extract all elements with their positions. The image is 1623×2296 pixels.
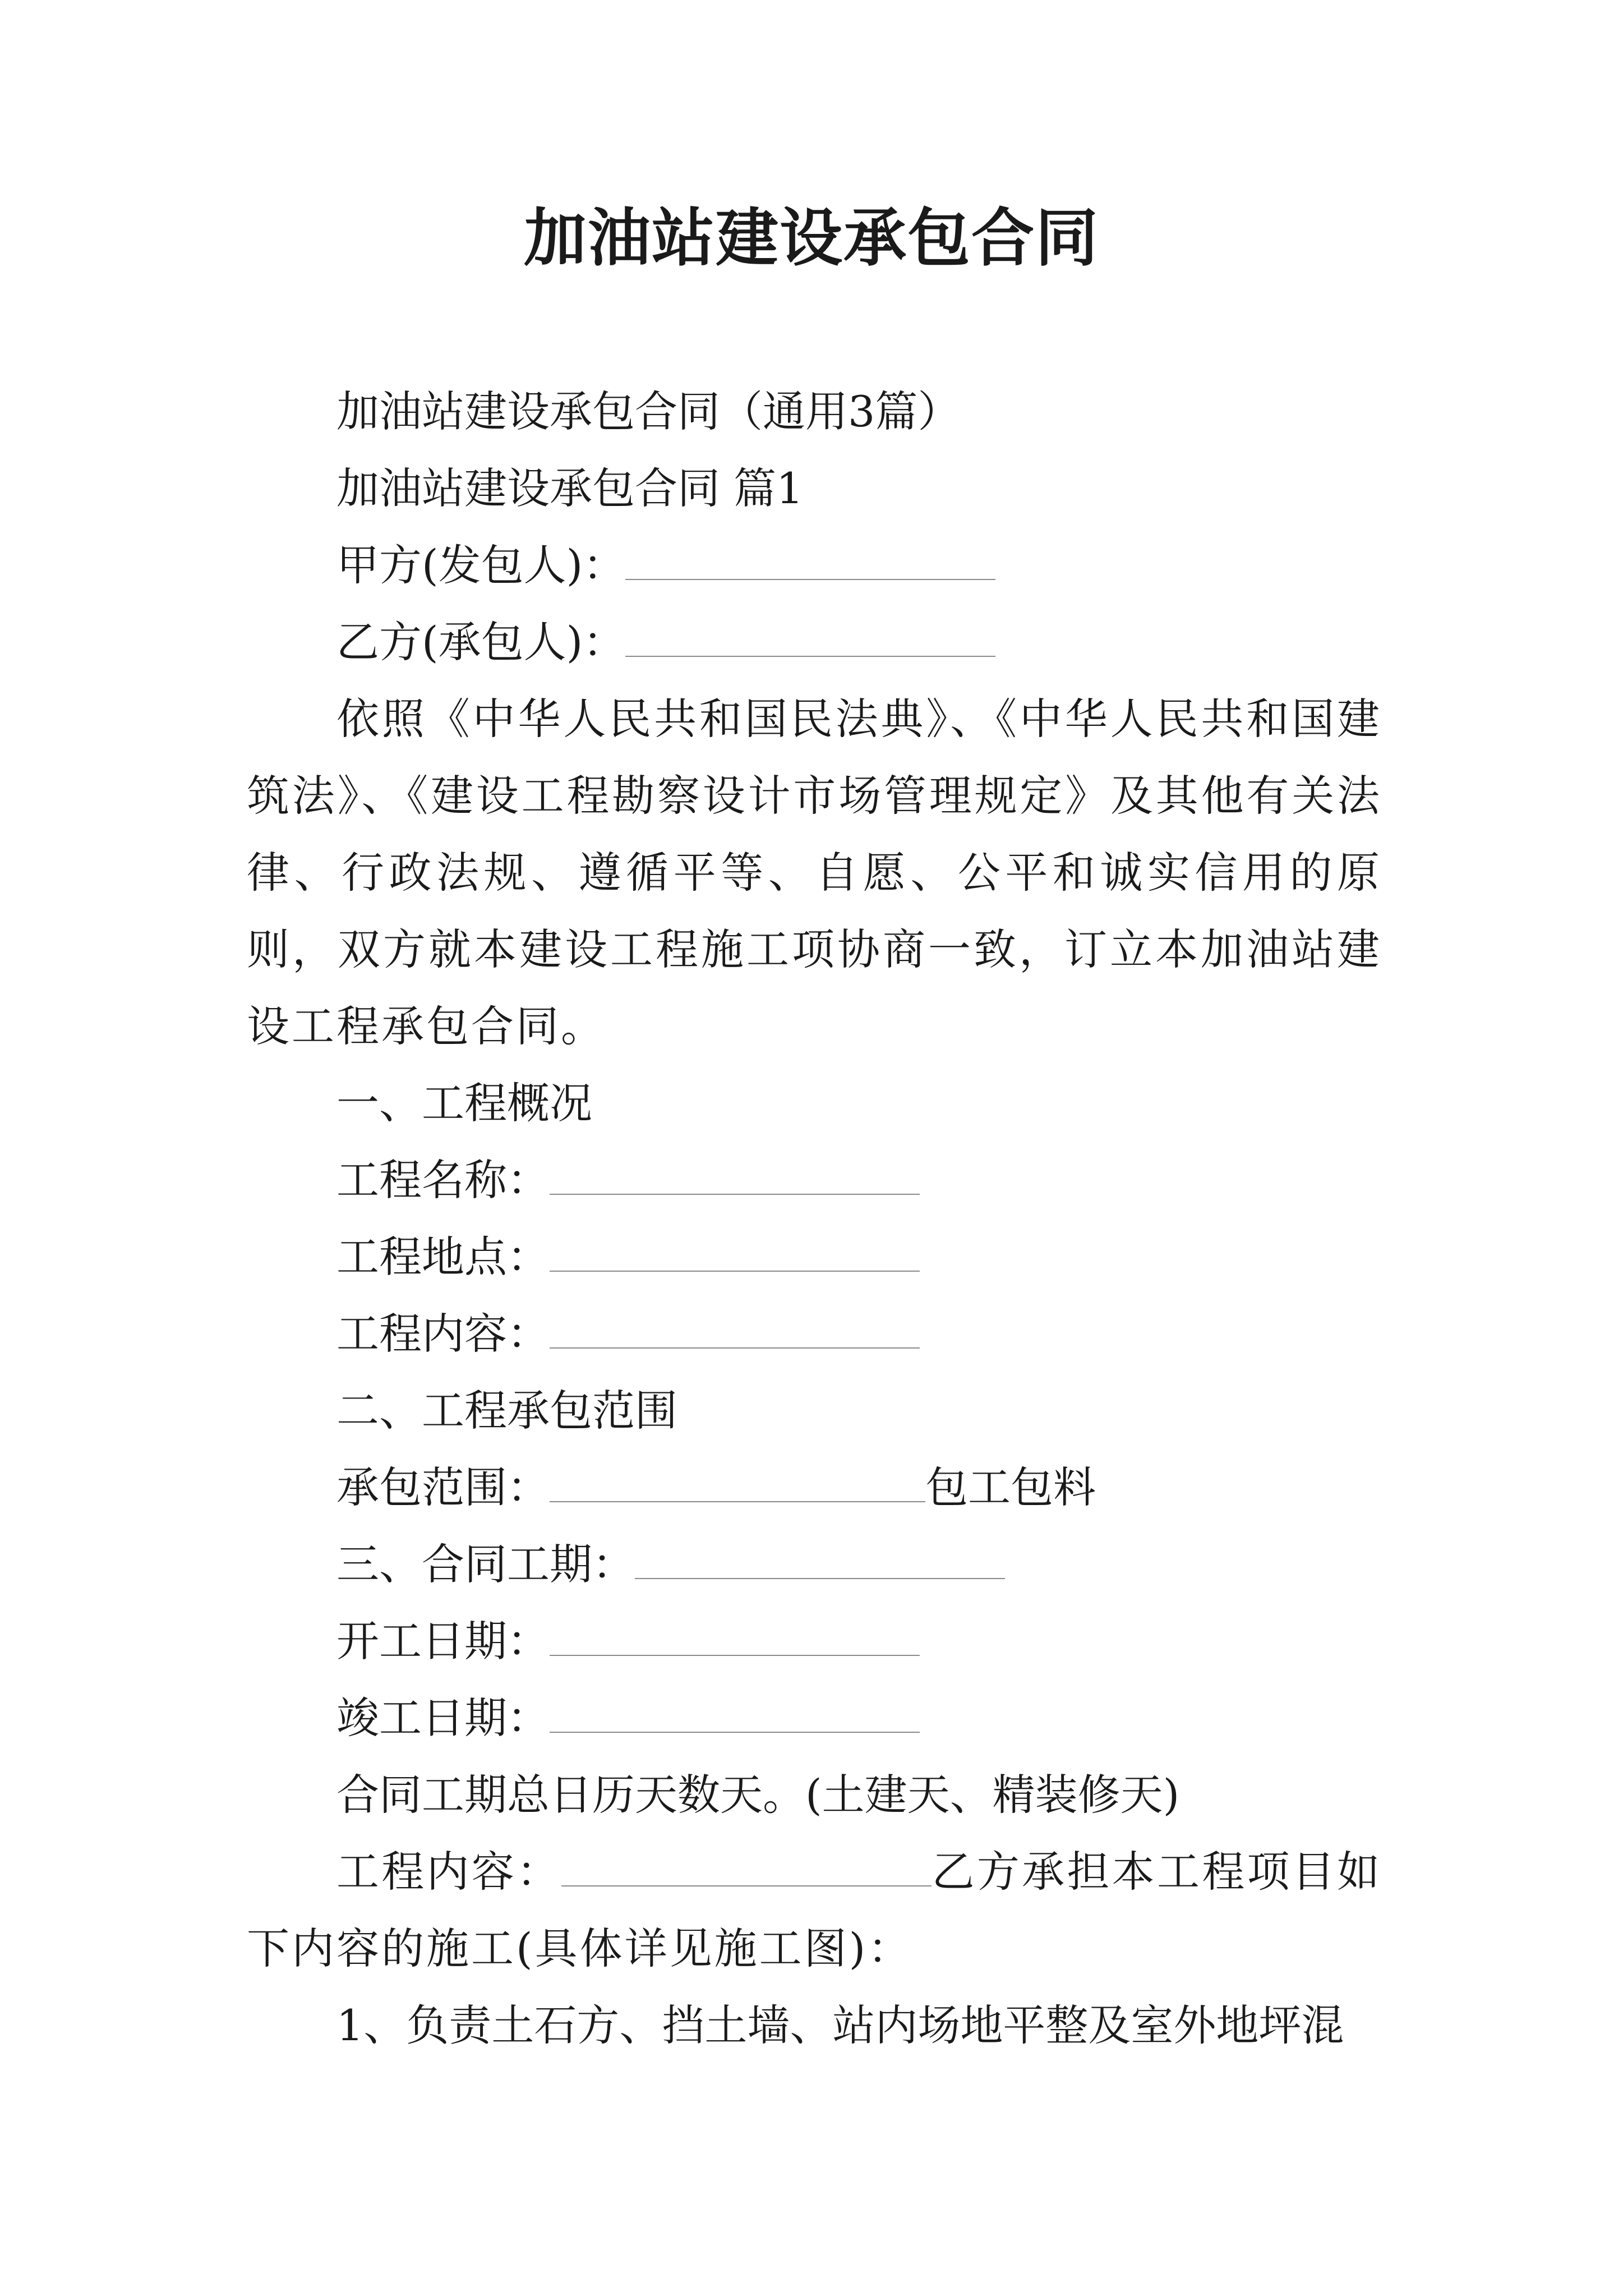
project-name-label: 工程名称： <box>336 1155 550 1205</box>
start-date-blank <box>550 1625 920 1656</box>
work-content-text: 乙方承担本工程项目如下内容的施工(具体详见施工图)： <box>247 1847 1382 1973</box>
party-a-blank <box>625 549 995 580</box>
project-name-line <box>247 1142 1382 1218</box>
project-content-line <box>247 1295 1382 1372</box>
section-3-line <box>247 1526 1382 1603</box>
project-location-label: 工程地点： <box>336 1232 550 1282</box>
project-name-blank <box>550 1163 920 1195</box>
document-title: 加油站建设承包合同 <box>524 201 1099 275</box>
work-content-paragraph <box>247 1833 1382 1987</box>
section-2-heading: 二、工程承包范围 <box>336 1386 677 1435</box>
party-a-line <box>247 527 1382 604</box>
section-3-heading: 三、合同工期： <box>336 1539 635 1589</box>
project-content-label: 工程内容： <box>336 1309 550 1359</box>
subtitle-line: 加油站建设承包合同（通用3篇） <box>336 386 961 436</box>
project-location-blank <box>550 1240 920 1272</box>
project-content-blank <box>550 1317 920 1349</box>
start-date-line <box>247 1603 1382 1680</box>
scope-line <box>247 1449 1382 1526</box>
scope-suffix: 包工包料 <box>925 1462 1096 1512</box>
party-b-blank <box>625 625 995 657</box>
party-b-line <box>247 604 1382 680</box>
start-date-label: 开工日期： <box>336 1616 550 1666</box>
end-date-blank <box>550 1701 920 1733</box>
preamble-paragraph: 依照《中华人民共和国民法典》、《中华人民共和国建筑法》、《建设工程勘察设计市场管理规定》及其他有关法律、行政法规、遵循平等、自愿、公平和诚实信用的原则，双方就本建设工程施工项协商一致，订立本加油站建设工程承包合同。 <box>247 694 1382 1051</box>
work-content-label: 工程内容： <box>336 1847 562 1897</box>
chapter-heading: 加油站建设承包合同 篇1 <box>336 463 804 513</box>
party-a-label: 甲方(发包人)： <box>336 540 626 590</box>
work-content-blank <box>561 1855 932 1887</box>
party-b-label: 乙方(承包人)： <box>336 617 626 667</box>
project-location-line <box>247 1218 1382 1295</box>
scope-blank <box>550 1471 925 1502</box>
item-1-line: 1、负责土石方、挡土墙、站内场地平整及室外地坪混 <box>336 2000 1344 2050</box>
scope-label: 承包范围： <box>336 1462 550 1512</box>
duration-blank <box>635 1548 1005 1579</box>
section-1-heading: 一、工程概况 <box>336 1078 592 1128</box>
total-days-line: 合同工期总日历天数天。(土建天、精装修天) <box>336 1770 1180 1820</box>
end-date-line <box>247 1680 1382 1756</box>
document-body <box>247 373 1382 2064</box>
end-date-label: 竣工日期： <box>336 1693 550 1743</box>
